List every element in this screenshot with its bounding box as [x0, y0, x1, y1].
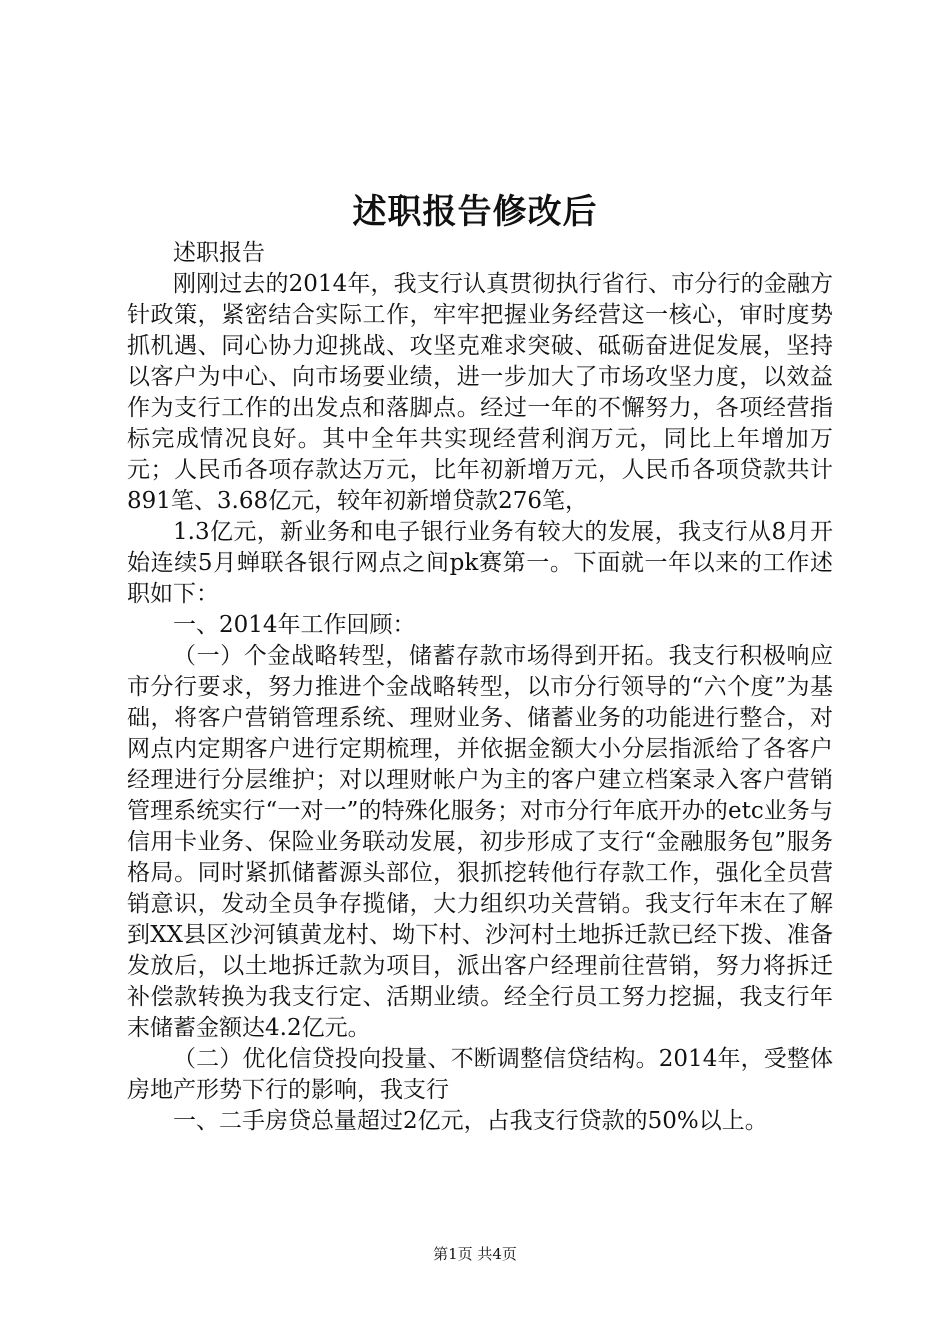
document-title: 述职报告修改后	[352, 192, 598, 232]
paragraph-continuation: 1.3亿元，新业务和电子银行业务有较大的发展，我支行从8月开始连续5月蝉联各银行网点之间pk赛第一。下面就一年以来的工作述职如下：	[127, 519, 833, 607]
paragraph-section-review: 一、2014年工作回顾：	[173, 612, 416, 638]
paragraph-section-two: （二）优化信贷投向投量、不断调整信贷结构。2014年，受整体房地产形势下行的影响，我支行	[127, 1046, 833, 1103]
document-body	[127, 238, 833, 1137]
paragraph-section-one: （一）个金战略转型，储蓄存款市场得到开拓。我支行积极响应市分行要求，努力推进个金战略转型，以市分行领导的“六个度”为基础，将客户营销管理系统、理财业务、储蓄业务的功能进行整合，对网点内定期客户进行定期梳理，并依据金额大小分层指派给了各客户经理进行分层维护；对以理财帐户为主的客户建立档案录入客户营销管理系统实行“一对一”的特殊化服务；对市分行年底开办的etc业务与信用卡业务、保险业务联动发展，初步形成了支行“金融服务包”服务格局。同时紧抓储蓄源头部位，狠抓挖转他行存款工作，强化全员营销意识，发动全员争存揽储，大力组织功关营销。我支行年末在了解到XX县区沙河镇黄龙村、坳下村、沙河村土地拆迁款已经下拨、准备发放后，以土地拆迁款为项目，派出客户经理前往营销，努力将拆迁补偿款转换为我支行定、活期业绩。经全行员工努力挖掘，我支行年末储蓄金额达4.2亿元。	[127, 643, 833, 1041]
paragraph-intro: 刚刚过去的2014年，我支行认真贯彻执行省行、市分行的金融方针政策，紧密结合实际工作，牢牢把握业务经营这一核心，审时度势抓机遇、同心协力迎挑战、攻坚克难求突破、砥砺奋进促发展，坚持以客户为中心、向市场要业绩，进一步加大了市场攻坚力度，以效益作为支行工作的出发点和落脚点。经过一年的不懈努力，各项经营指标完成情况良好。其中全年共实现经营利润万元，同比上年增加万元；人民币各项存款达万元，比年初新增万元，人民币各项贷款共计891笔、3.68亿元，较年初新增贷款276笔，	[127, 271, 833, 514]
paragraph-housing-loans: 一、二手房贷总量超过2亿元，占我支行贷款的50%以上。	[173, 1108, 768, 1134]
page-footer: 第1页 共4页	[433, 1245, 517, 1263]
paragraph-heading: 述职报告	[173, 240, 265, 266]
